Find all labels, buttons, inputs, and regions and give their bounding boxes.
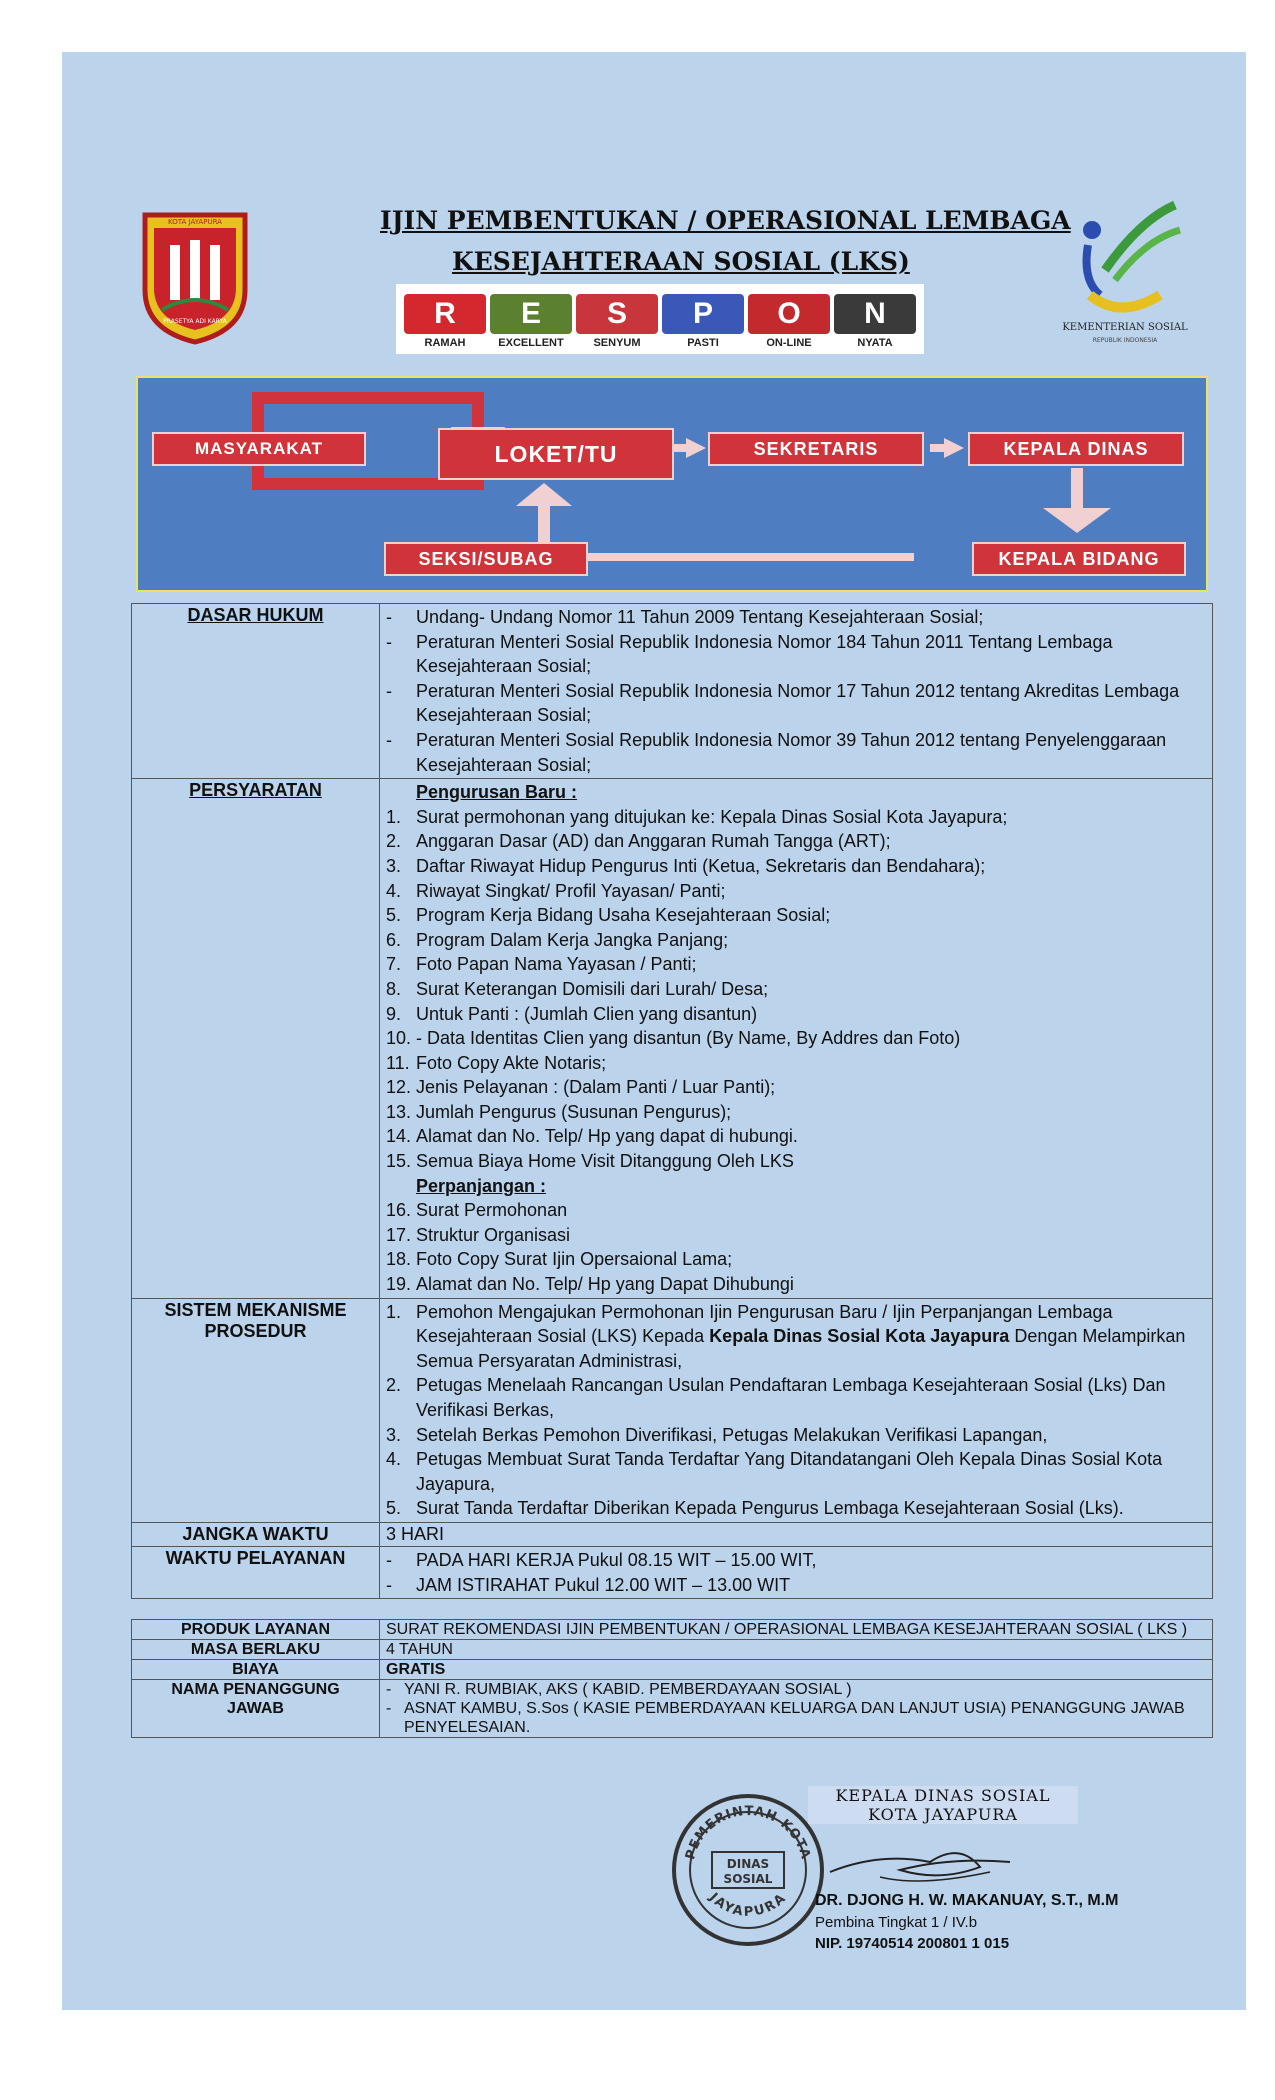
label-sistem-mekanisme: SISTEM MEKANISME [164,1299,347,1320]
respon-tile: S [576,294,658,334]
list-item: Pengurusan Baru : [416,782,578,803]
list-item: - JAM ISTIRAHAT Pukul 12.00 WIT – 13.00 WIT [386,1574,791,1595]
service-flow-diagram [136,376,1208,592]
table-row [132,1680,1213,1738]
list-item: 3. Setelah Berkas Pemohon Diverifikasi, Petugas Melakukan Verifikasi Lapangan, [386,1424,1048,1445]
table-row [132,1546,1213,1598]
flow-box-masyarakat: MASYARAKAT [152,432,366,466]
signatory-name: DR. DJONG H. W. MAKANUAY, S.T., M.M [815,1892,1119,1909]
list-item: 1. Pemohon Mengajukan Permohonan Ijin Pengurusan Baru / Ijin Perpanjangan Lembaga Kesejahteraan Sosial (LKS) Kepada Kepala Dinas Sosial Kota Jayapura Dengan Melampirkan Semua Persyaratan Administrasi, [386,1301,1186,1371]
list-item: 15. Semua Biaya Home Visit Ditanggung Oleh LKS [386,1151,794,1172]
list-item: 14. Alamat dan No. Telp/ Hp yang dapat di hubungi. [386,1126,798,1147]
list-item: - Peraturan Menteri Sosial Republik Indonesia Nomor 17 Tahun 2012 tentang Akreditas Lembaga Kesejahteraan Sosial; [386,680,1180,726]
label-waktu-pelayanan: WAKTU PELAYANAN [132,1546,380,1598]
table-row [132,1660,1213,1680]
list-item: 12. Jenis Pelayanan : (Dalam Panti / Luar Panti); [386,1077,776,1098]
svg-text:PEMERINTAH KOTA: PEMERINTAH KOTA [683,1803,813,1862]
biaya-value: GRATIS [380,1660,1213,1680]
list-item: 11. Foto Copy Akte Notaris; [386,1052,607,1073]
respon-tile: N [834,294,916,334]
svg-text:KEMENTERIAN SOSIAL: KEMENTERIAN SOSIAL [1062,322,1188,333]
penanggung-list [380,1680,1213,1738]
label-jawab: JAWAB [227,1700,284,1717]
flow-box-seksi: SEKSI/SUBAG [384,542,588,576]
table-row [132,604,1213,779]
label-nama-penanggung: NAMA PENANGGUNG [171,1681,340,1698]
respon-tile: R [404,294,486,334]
prosedur-list [380,1298,1213,1522]
flow-box-loket: LOKET/TU [438,428,674,480]
svg-text:PRASETYA ADI KARYA: PRASETYA ADI KARYA [163,318,227,325]
label-persyaratan: PERSYARATAN [189,780,322,801]
label-jangka-waktu: JANGKA WAKTU [132,1522,380,1546]
persyaratan-list [380,779,1213,1298]
svg-text:JAYAPURA: JAYAPURA [706,1890,790,1920]
product-table [131,1619,1213,1738]
jangka-waktu-value: 3 HARI [380,1522,1213,1546]
kota-jayapura-logo [140,210,250,345]
list-item: - YANI R. RUMBIAK, AKS ( KABID. PEMBERDAYAAN SOSIAL ) [386,1681,852,1698]
respon-caption: PASTI [687,337,719,349]
list-item: - Undang- Undang Nomor 11 Tahun 2009 Tentang Kesejahteraan Sosial; [386,607,984,627]
list-item: - Peraturan Menteri Sosial Republik Indonesia Nomor 184 Tahun 2011 Tentang Lembaga Kesejahteraan Sosial; [386,631,1113,677]
list-item: 7. Foto Papan Nama Yayasan / Panti; [386,954,697,975]
list-item: - ASNAT KAMBU, S.Sos ( KASIE PEMBERDAYAAN KELUARGA DAN LANJUT USIA) PENANGGUNG JAWAB PENYELESAIAN. [386,1700,1185,1736]
table-row [132,1298,1213,1522]
list-item: 16. Surat Permohonan [386,1200,568,1221]
respon-caption: SENYUM [593,337,641,349]
list-item: 10. - Data Identitas Clien yang disantun (By Name, By Addres dan Foto) [386,1028,961,1049]
list-item: 5. Surat Tanda Terdaftar Diberikan Kepada Pengurus Lembaga Kesejahteraan Sosial (Lks). [386,1498,1124,1519]
label-dasar-hukum: DASAR HUKUM [187,605,324,625]
label-biaya: BIAYA [132,1660,380,1680]
handwritten-signature [820,1832,1020,1892]
list-item: - Peraturan Menteri Sosial Republik Indonesia Nomor 39 Tahun 2012 tentang Penyelenggaraan Kesejahteraan Sosial; [386,729,1167,775]
respon-caption: NYATA [857,337,893,349]
respon-caption: RAMAH [424,337,466,349]
dasar-hukum-list [380,604,1213,779]
respon-tile: P [662,294,744,334]
table-row [132,1522,1213,1546]
list-item: 8. Surat Keterangan Domisili dari Lurah/ Desa; [386,978,769,999]
respon-caption: EXCELLENT [498,337,564,349]
list-item: 5. Program Kerja Bidang Usaha Kesejahteraan Sosial; [386,905,831,926]
flow-box-sekretaris: SEKRETARIS [708,432,924,466]
list-item: 13. Jumlah Pengurus (Susunan Pengurus); [386,1101,732,1122]
label-masa-berlaku: MASA BERLAKU [132,1640,380,1660]
svg-text:REPUBLIK INDONESIA: REPUBLIK INDONESIA [1092,337,1158,344]
title-line-1: IJIN PEMBENTUKAN / OPERASIONAL LEMBAGA [380,206,1071,235]
respon-tile: O [748,294,830,334]
svg-text:SOSIAL: SOSIAL [723,1872,773,1886]
official-stamp [668,1790,828,1950]
list-item: 1. Surat permohonan yang ditujukan ke: Kepala Dinas Sosial Kota Jayapura; [386,806,1008,827]
svg-text:DINAS: DINAS [726,1857,770,1871]
respon-banner [396,284,924,354]
list-item: 2. Petugas Menelaah Rancangan Usulan Pendaftaran Lembaga Kesejahteraan Sosial (Lks) Dan Verifikasi Berkas, [386,1375,1166,1420]
flow-box-kepala-dinas: KEPALA DINAS [968,432,1184,466]
list-item: 9. Untuk Panti : (Jumlah Clien yang disantun) [386,1003,758,1024]
masa-berlaku-value: 4 TAHUN [380,1640,1213,1660]
flow-box-kepala-bidang: KEPALA BIDANG [972,542,1186,576]
list-item: 2. Anggaran Dasar (AD) dan Anggaran Rumah Tangga (ART); [386,831,891,852]
signatory-rank: Pembina Tingkat 1 / IV.b [815,1914,978,1931]
signature-title: KEPALA DINAS SOSIAL KOTA JAYAPURA [808,1786,1078,1824]
list-item: 4. Petugas Membuat Surat Tanda Terdaftar Yang Ditandatangani Oleh Kepala Dinas Sosial Kota Jayapura, [386,1449,1163,1494]
list-item: 6. Program Dalam Kerja Jangka Panjang; [386,929,729,950]
kepala-dinas-emphasis: Kepala Dinas Sosial Kota Jayapura [709,1326,1010,1347]
list-item: 17. Struktur Organisasi [386,1224,571,1245]
table-row [132,1620,1213,1640]
table-row [132,1640,1213,1660]
respon-tile: E [490,294,572,334]
list-item: Perpanjangan : [416,1175,547,1196]
list-item: 4. Riwayat Singkat/ Profil Yayasan/ Panti; [386,880,726,901]
info-table [131,603,1213,1599]
list-item: 18. Foto Copy Surat Ijin Opersaional Lama; [386,1249,733,1270]
svg-text:KOTA JAYAPURA: KOTA JAYAPURA [168,218,222,226]
list-item: - PADA HARI KERJA Pukul 08.15 WIT – 15.00 WIT, [386,1549,817,1570]
label-produk-layanan: PRODUK LAYANAN [132,1620,380,1640]
signatory-nip: NIP. 19740514 200801 1 015 [815,1935,1010,1952]
produk-layanan-value: SURAT REKOMENDASI IJIN PEMBENTUKAN / OPERASIONAL LEMBAGA KESEJAHTERAAN SOSIAL ( LKS ) [380,1620,1213,1640]
waktu-pelayanan-list [380,1546,1213,1598]
title-line-2: KESEJAHTERAAN SOSIAL (LKS) [452,247,910,276]
respon-caption: ON-LINE [766,337,812,349]
label-prosedur: PROSEDUR [204,1320,307,1341]
list-item: 19. Alamat dan No. Telp/ Hp yang Dapat Dihubungi [386,1274,794,1295]
list-item: 3. Daftar Riwayat Hidup Pengurus Inti (Ketua, Sekretaris dan Bendahara); [386,855,986,876]
table-row [132,779,1213,1298]
